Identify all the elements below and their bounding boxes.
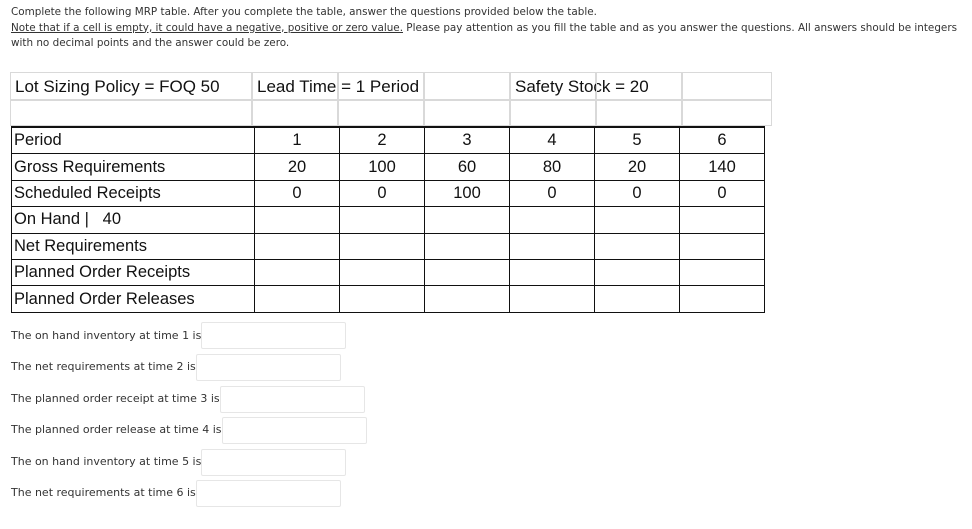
row-label-planned-order-receipts: Planned Order Receipts <box>12 259 255 285</box>
porl-cell <box>425 286 510 312</box>
period-cell: 4 <box>510 127 595 154</box>
question-3-label: The planned order receipt at time 3 is <box>11 392 220 405</box>
gross-cell: 80 <box>510 154 595 180</box>
spacer-cell <box>252 100 338 126</box>
lot-sizing-cell <box>10 72 252 100</box>
period-cell: 1 <box>255 127 340 154</box>
porl-cell <box>255 286 340 312</box>
lead-time-cell <box>252 72 420 100</box>
mrp-header <box>10 72 772 126</box>
net-requirements-row <box>12 233 765 259</box>
net-cell <box>680 233 765 259</box>
scheduled-cell: 0 <box>680 180 765 206</box>
header-blank-cell <box>424 72 510 100</box>
por-cell <box>255 259 340 285</box>
planned-order-receipts-row <box>12 259 765 285</box>
row-label-period: Period <box>12 127 255 154</box>
spacer-cell <box>424 100 510 126</box>
on-hand-row <box>12 207 765 233</box>
answer-input-4[interactable] <box>222 417 367 444</box>
gross-cell: 60 <box>425 154 510 180</box>
on-hand-cell <box>595 207 680 233</box>
on-hand-cell <box>340 207 425 233</box>
row-label-net-requirements: Net Requirements <box>12 233 255 259</box>
on-hand-cell <box>510 207 595 233</box>
instructions-note-underlined: Note that if a cell is empty, it could have a negative, positive or zero value. <box>11 21 403 34</box>
on-hand-cell <box>425 207 510 233</box>
period-cell: 5 <box>595 127 680 154</box>
lead-time: Lead Time = 1 Period <box>257 77 420 96</box>
porl-cell <box>680 286 765 312</box>
gross-cell: 140 <box>680 154 765 180</box>
por-cell <box>425 259 510 285</box>
scheduled-cell: 0 <box>510 180 595 206</box>
mrp-table <box>11 126 765 313</box>
header-blank-cell <box>596 72 682 100</box>
scheduled-cell: 100 <box>425 180 510 206</box>
row-label-on-hand: On Hand | 40 <box>12 207 255 233</box>
spacer-cell <box>10 100 252 126</box>
question-1-label: The on hand inventory at time 1 is <box>11 329 202 342</box>
gross-cell: 20 <box>595 154 680 180</box>
gross-cell: 100 <box>340 154 425 180</box>
scheduled-cell: 0 <box>340 180 425 206</box>
answer-input-1[interactable] <box>201 322 346 349</box>
period-cell: 3 <box>425 127 510 154</box>
safety-stock: Safety Stock = 20 <box>515 77 649 96</box>
lot-sizing-policy: Lot Sizing Policy = FOQ 50 <box>15 77 220 96</box>
row-label-gross-requirements: Gross Requirements <box>12 154 255 180</box>
por-cell <box>595 259 680 285</box>
spacer-cell <box>596 100 682 126</box>
spacer-cell <box>338 100 424 126</box>
safety-stock-cell <box>510 72 649 100</box>
answer-input-2[interactable] <box>196 354 341 381</box>
period-cell: 6 <box>680 127 765 154</box>
por-cell <box>340 259 425 285</box>
header-blank-cell <box>338 72 424 100</box>
instructions-note-rest: Please pay attention as you fill the table and as you answer the questions. All answers should be integers with no decimal points and the answer could be zero. <box>11 21 958 49</box>
net-cell <box>255 233 340 259</box>
net-cell <box>425 233 510 259</box>
answer-input-3[interactable] <box>220 386 365 413</box>
answer-input-5[interactable] <box>201 449 346 476</box>
planned-order-releases-row <box>12 286 765 312</box>
question-5-label: The on hand inventory at time 5 is <box>11 455 202 468</box>
porl-cell <box>340 286 425 312</box>
on-hand-cell <box>255 207 340 233</box>
gross-requirements-row <box>12 154 765 180</box>
net-cell <box>510 233 595 259</box>
net-cell <box>340 233 425 259</box>
scheduled-cell: 0 <box>595 180 680 206</box>
question-6-label: The net requirements at time 6 is <box>11 486 196 499</box>
period-row <box>12 127 765 154</box>
question-2-label: The net requirements at time 2 is <box>11 360 196 373</box>
instructions <box>11 5 961 52</box>
scheduled-cell: 0 <box>255 180 340 206</box>
spacer-cell <box>510 100 596 126</box>
header-blank-cell <box>682 72 772 100</box>
row-label-planned-order-releases: Planned Order Releases <box>12 286 255 312</box>
gross-cell: 20 <box>255 154 340 180</box>
por-cell <box>680 259 765 285</box>
answer-input-6[interactable] <box>196 480 341 507</box>
net-cell <box>595 233 680 259</box>
period-cell: 2 <box>340 127 425 154</box>
question-4-label: The planned order release at time 4 is <box>11 423 222 436</box>
row-label-scheduled-receipts: Scheduled Receipts <box>12 180 255 206</box>
on-hand-cell <box>680 207 765 233</box>
scheduled-receipts-row <box>12 180 765 206</box>
por-cell <box>510 259 595 285</box>
instructions-line-1: Complete the following MRP table. After you complete the table, answer the questions provided below the table. <box>11 6 597 18</box>
instructions-note <box>11 21 961 52</box>
porl-cell <box>595 286 680 312</box>
porl-cell <box>510 286 595 312</box>
spacer-cell <box>682 100 772 126</box>
